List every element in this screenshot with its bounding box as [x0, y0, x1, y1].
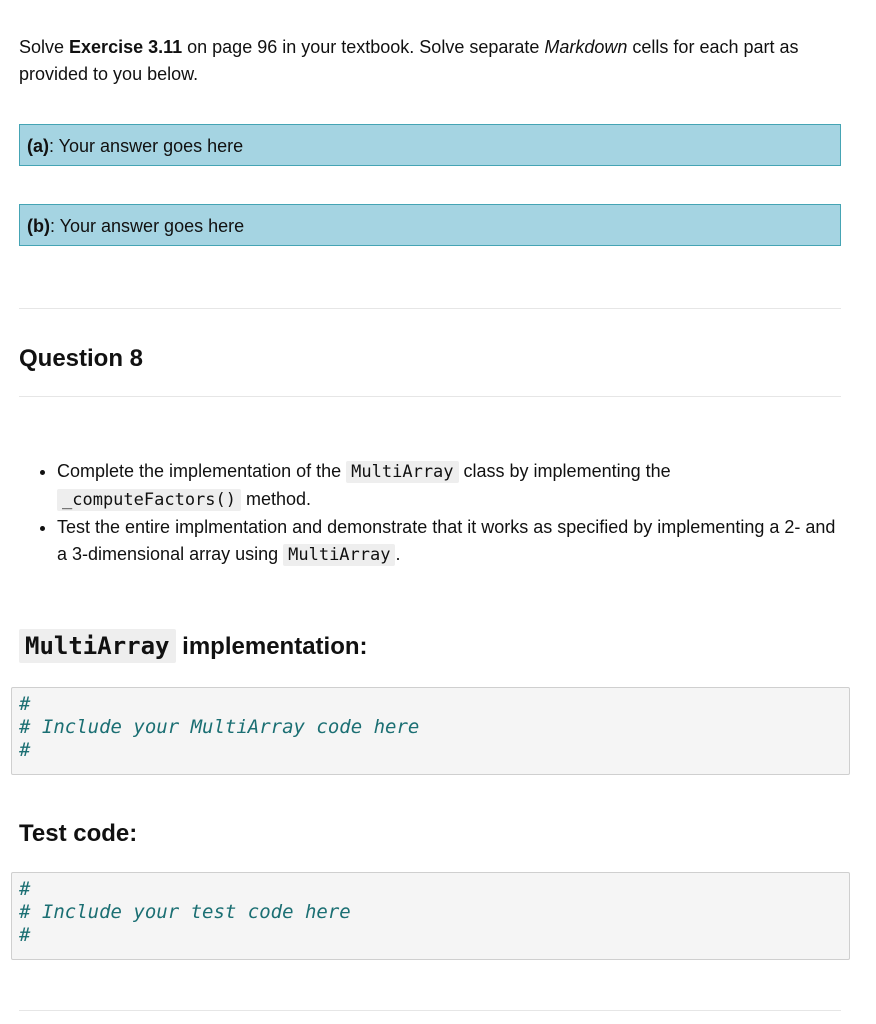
multiarray-code: MultiArray: [283, 544, 395, 566]
task-list: [19, 458, 841, 569]
answer-label-b: (b): [27, 216, 50, 236]
implementation-heading-text: implementation:: [175, 633, 368, 660]
code-comment-line: # Include your test code here: [19, 901, 351, 923]
task1-middle: class by implementing the: [458, 461, 671, 481]
question-heading: Question 8: [19, 345, 144, 372]
answer-text-a: : Your answer goes here: [49, 136, 244, 156]
task1-suffix: method.: [241, 489, 312, 509]
task1-prefix: Complete the implementation of the: [57, 461, 347, 481]
answer-label-a: (a): [27, 136, 49, 156]
divider: [19, 308, 841, 309]
intro-suffix: cells for each part as provided to you below.: [19, 37, 799, 84]
divider: [19, 1010, 841, 1011]
code-comment-line: #: [19, 739, 31, 761]
answer-text-b: : Your answer goes here: [49, 216, 245, 236]
intro-prefix: Solve: [19, 37, 70, 57]
task-item-test: [57, 514, 841, 569]
code-comment-line: #: [19, 693, 31, 715]
divider: [19, 396, 841, 397]
compute-factors-code: _computeFactors(): [57, 489, 241, 511]
intro-middle: on page 96 in your textbook. Solve separate: [182, 37, 545, 57]
code-comment-line: #: [19, 878, 31, 900]
task2-suffix: .: [395, 544, 401, 564]
exercise-instructions: [19, 34, 841, 88]
code-comment-line: #: [19, 924, 31, 946]
test-code-heading: Test code:: [19, 820, 138, 847]
implementation-heading: [19, 630, 368, 663]
exercise-reference: Exercise 3.11: [69, 37, 183, 57]
code-comment-line: # Include your MultiArray code here: [19, 716, 420, 738]
answer-cell-a[interactable]: [19, 124, 841, 166]
multiarray-code: MultiArray: [346, 461, 458, 483]
task2-prefix: Test the entire implmentation and demonstrate that it works as specified by implementing a 2- and a 3-dimensional array using: [57, 517, 836, 564]
task-item-implement: [57, 458, 841, 514]
implementation-heading-code: MultiArray: [19, 629, 176, 663]
markdown-term: Markdown: [544, 37, 628, 57]
test-code-cell[interactable]: [11, 872, 850, 960]
implementation-code-cell[interactable]: [11, 687, 850, 775]
answer-cell-b[interactable]: [19, 204, 841, 246]
